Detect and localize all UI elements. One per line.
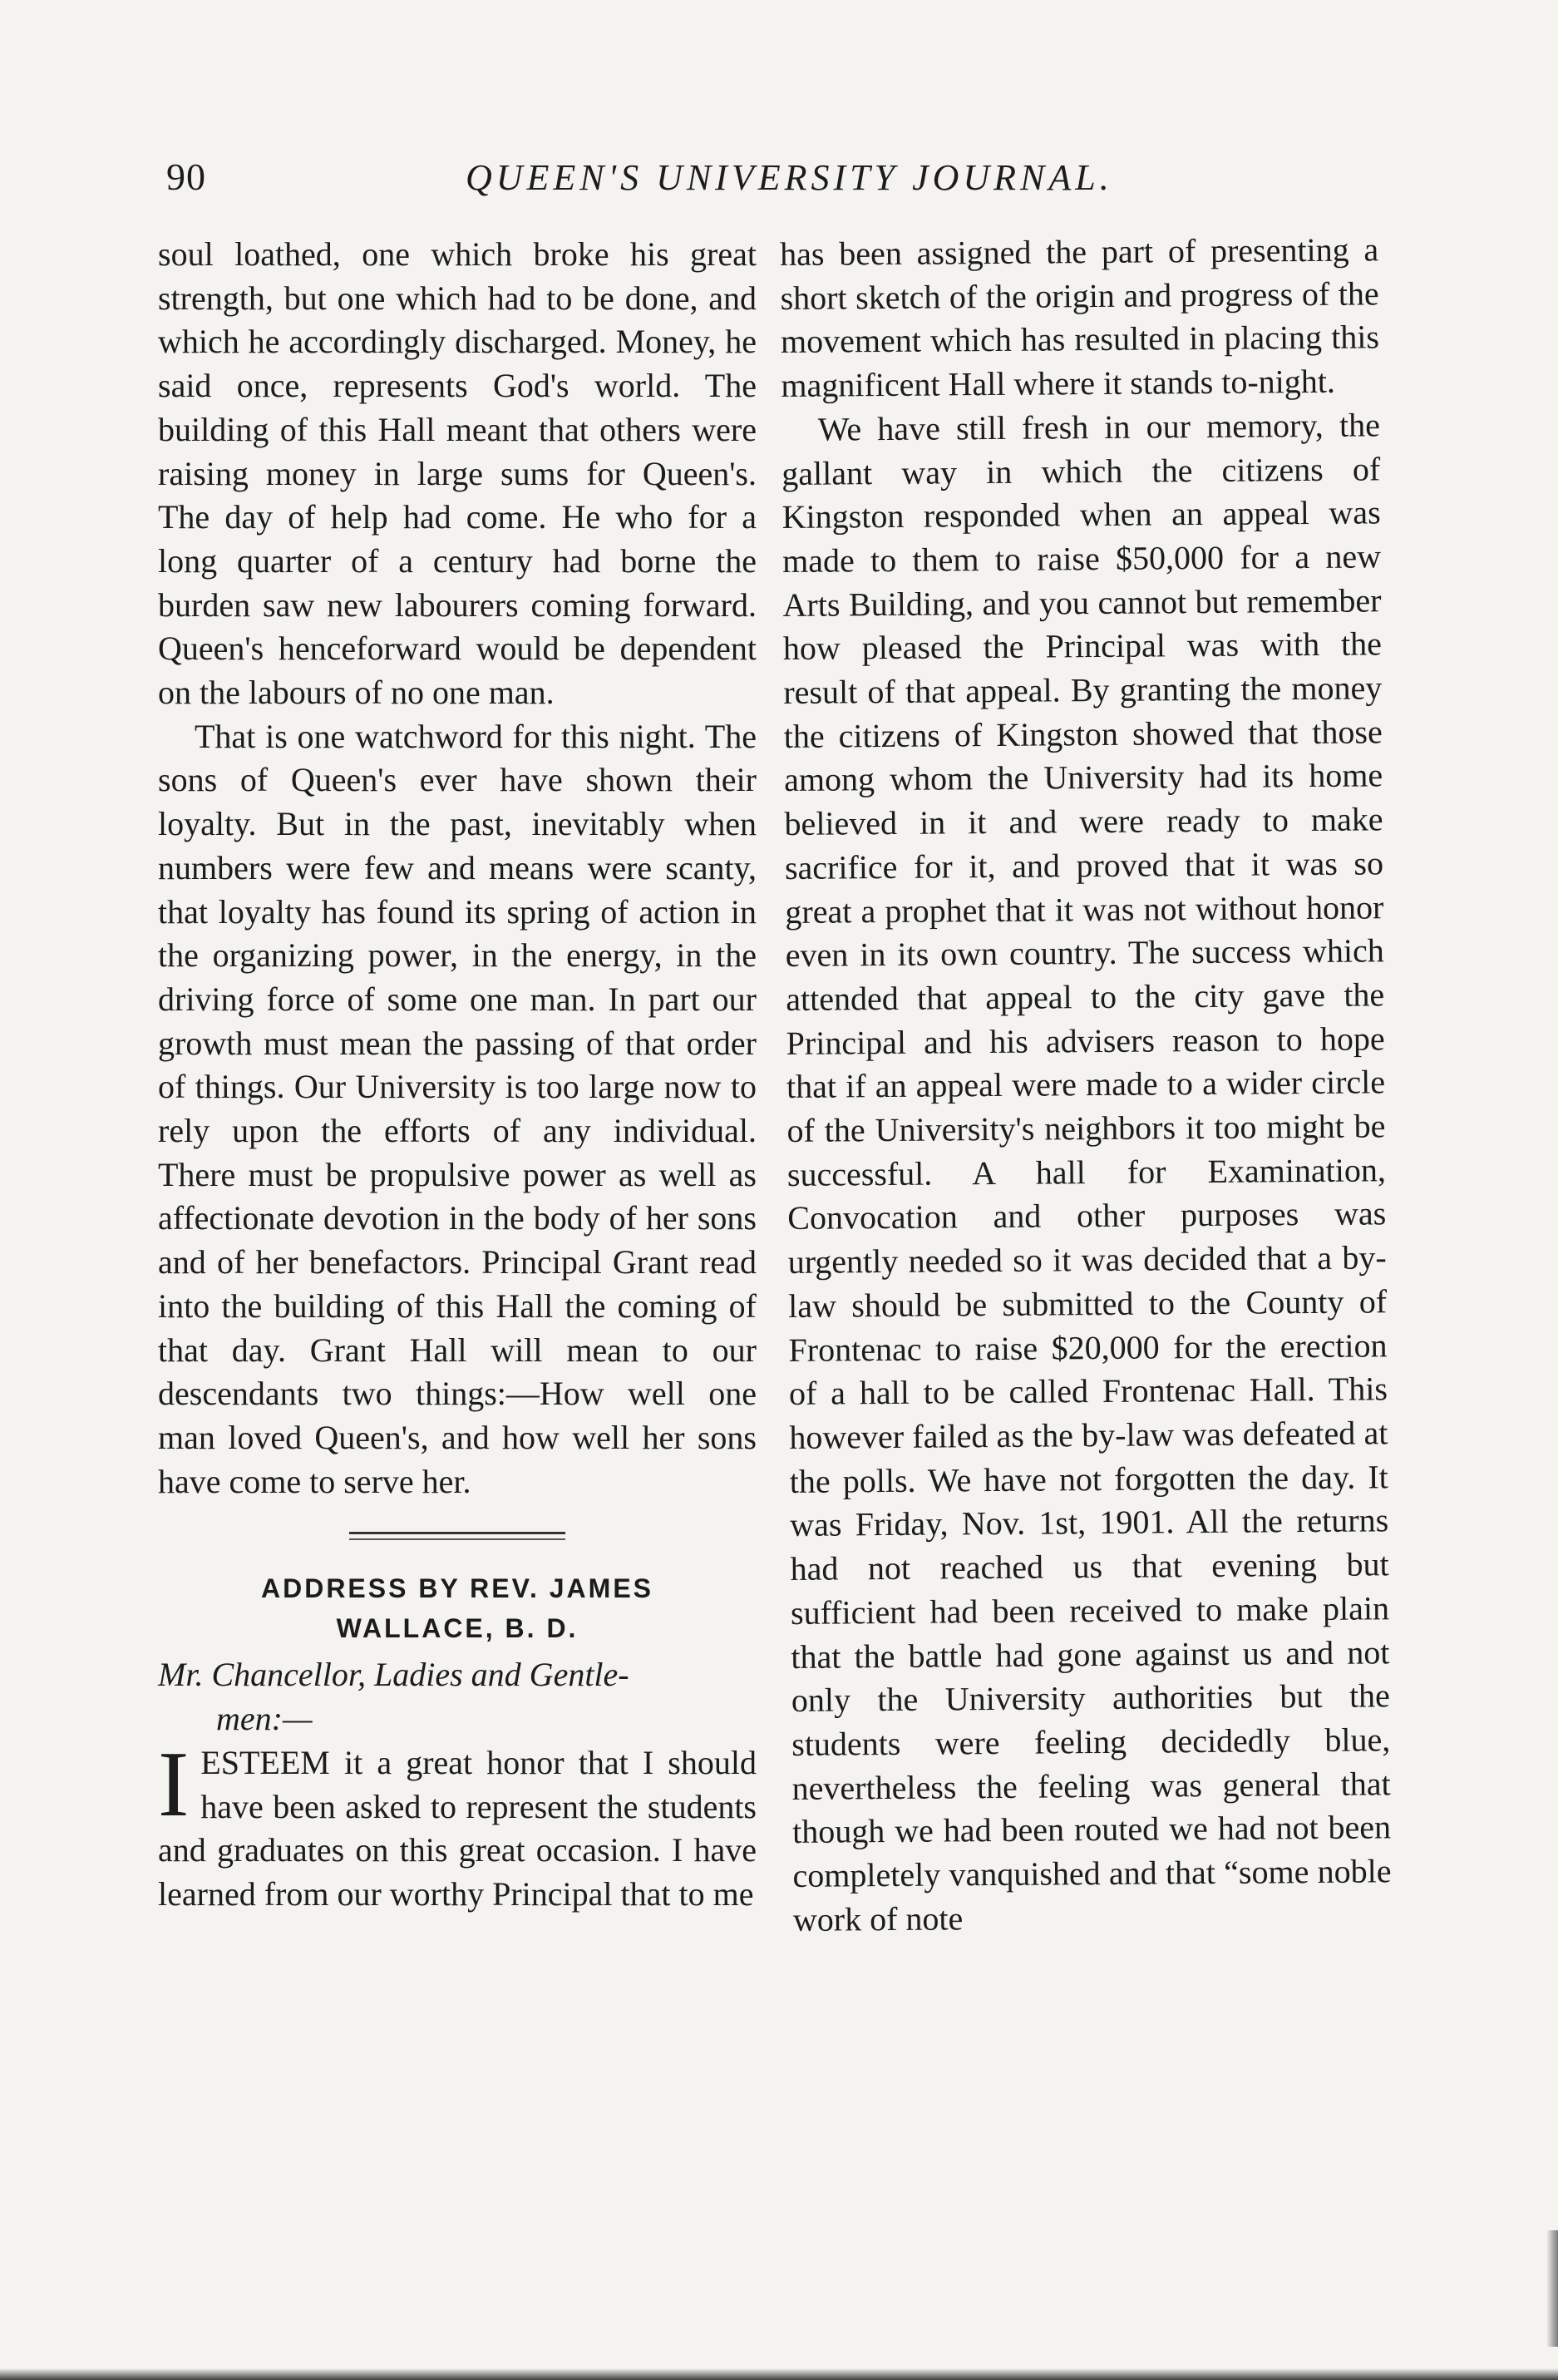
section-heading [158, 1568, 757, 1648]
scan-right-edge [1546, 2230, 1558, 2347]
left-column [158, 233, 757, 1917]
section-heading-line-1: ADDRESS BY REV. JAMES [260, 1573, 653, 1604]
salutation-line-1: Mr. Chancellor, Ladies and Gentle- [158, 1656, 629, 1694]
salutation-line-2: men:— [216, 1700, 313, 1738]
page-number: 90 [166, 156, 206, 198]
right-column [780, 228, 1392, 1942]
address-opening-text: ESTEEM it a great honor that I should have been asked to represent the students and graduates on this great occasion. I have learned from our worthy Principal that to me [158, 1743, 757, 1913]
salutation [158, 1653, 757, 1741]
drop-cap-letter: I [158, 1732, 190, 1836]
left-paragraph-2: That is one watchword for this night. The sons of Queen's ever have shown their loyalty. But in the past, inevitably when numbers were few and means were scanty, that loyalty has found its spring of action in the organizing power, in the energy, in the driving force of some one man. In part our growth must mean the passing of that order of things. Our University is too large now to rely upon the efforts of any individual. There must be propulsive power as well as affectionate devotion in the body of her sons and of her benefactors. Principal Grant read into the building of this Hall the coming of that day. Grant Hall will mean to our descendants two things:—How well one man loved Queen's, and how well her sons have come to serve her. [158, 717, 757, 1500]
address-opening-paragraph [158, 1732, 757, 1917]
right-paragraph-2: We have still fresh in our memory, the gallant way in which the citizens of Kingston responded when an appeal was made to them to raise $50,000 for a new Arts Building, and you cannot but remember how pleased the Principal was with the result of that appeal. By granting the money the citizens of Kingston showed that those among whom the University had its home believed in it and were ready to make sacrifice for it, and proved that it was so great a prophet that it was not without honor even in its own country. The success which attended that appeal to the city gave the Principal and his advisers reason to hope that if an appeal were made to a wider circle of the University's neighbors it too might be successful. A hall for Examination, Convocation and other purposes was urgently needed so it was decided that a by-law should be submitted to the County of Frontenac to raise $20,000 for the erection of a hall to be called Frontenac Hall. This however failed as the by-law was defeated at the polls. We have not forgotten the day. It was Friday, Nov. 1st, 1901. All the returns had not reached us that evening but sufficient had been received to make plain that the battle had gone against us and not only the University authorities but the students were feeling decidedly blue, nevertheless the feeling was general that though we had been routed we had not been completely vanquished and that “some noble work of note [781, 406, 1392, 1938]
running-title: QUEEN'S UNIVERSITY JOURNAL. [466, 157, 1113, 198]
section-heading-line-2: WALLACE, B. D. [336, 1613, 579, 1644]
scan-bottom-edge [0, 2368, 1558, 2380]
section-divider [349, 1532, 565, 1540]
right-paragraph-1: has been assigned the part of presenting a short sketch of the origin and progress of the movement which has resulted in placing this magnificent Hall where it stands to-night. [780, 230, 1380, 405]
left-paragraph-1: soul loathed, one which broke his great strength, but one which had to be done, and which he accordingly discharged. Money, he said once, represents God's world. The building of this Hall meant that others were raising money in large sums for Queen's. The day of help had come. He who for a long quarter of a century had borne the burden saw new labourers coming forward. Queen's henceforward would be dependent on the labours of no one man. [158, 235, 757, 712]
